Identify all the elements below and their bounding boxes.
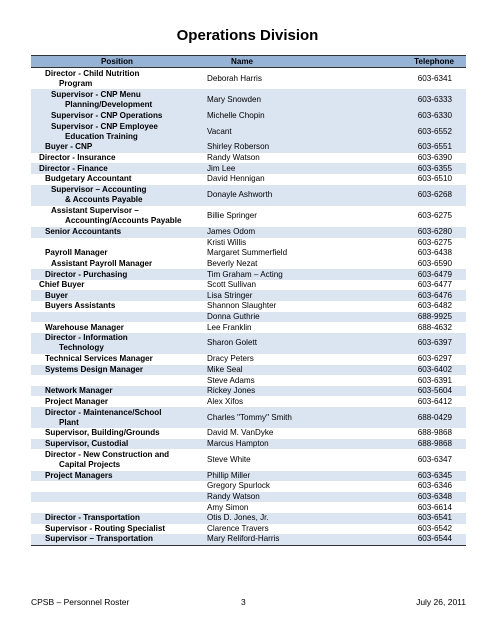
- table-row: [31, 471, 466, 482]
- position-cell: [31, 206, 203, 227]
- table-header-row: [31, 56, 466, 68]
- telephone-cell: 603-6297: [417, 354, 452, 364]
- telephone-cell: 603-6551: [352, 142, 466, 153]
- position-text: Payroll Manager: [45, 248, 108, 258]
- position-cell: [31, 534, 203, 545]
- name-cell: Scott Sullivan: [207, 280, 257, 290]
- table-row: [31, 280, 466, 291]
- telephone-cell: 603-6275: [417, 211, 452, 221]
- position-cell: [31, 333, 203, 354]
- position-cell: [31, 153, 203, 164]
- name-cell: Donna Guthrie: [203, 312, 352, 323]
- position-cell: [31, 322, 203, 333]
- position-cell: [31, 386, 203, 397]
- name-cell: Michelle Chopin: [203, 110, 352, 121]
- telephone-cell: 603-6345: [352, 471, 466, 482]
- name-cell: Lisa Stringer: [203, 290, 352, 301]
- table-row: [31, 524, 466, 535]
- header-telephone: Telephone: [352, 56, 466, 68]
- position-text: Supervisor - Routing Specialist: [45, 523, 166, 533]
- position-text: Supervisor - CNP Employee: [51, 121, 158, 131]
- telephone-cell: 603-6402: [352, 365, 466, 376]
- position-cell: [31, 227, 203, 238]
- name-cell: Kristi Willis: [207, 237, 247, 247]
- telephone-cell: 688-4632: [417, 322, 452, 332]
- telephone-cell: 603-6510: [417, 174, 452, 184]
- table-row: [31, 322, 466, 333]
- name-cell: Mary Reliford-Harris: [203, 534, 352, 545]
- position-cell: [31, 375, 203, 386]
- name-cell: Margaret Summerfield: [207, 248, 288, 258]
- telephone-cell: 603-6541: [352, 513, 466, 524]
- table-row: [31, 449, 466, 470]
- telephone-cell: 603-6479: [352, 269, 466, 280]
- name-cell: Phillip Miller: [203, 471, 352, 482]
- name-cell: Mary Snowden: [203, 89, 352, 110]
- position-text: Buyer: [45, 290, 68, 300]
- name-cell: David Hennigan: [207, 174, 265, 184]
- position-text: Director - Insurance: [39, 153, 116, 163]
- telephone-cell: 603-5604: [352, 386, 466, 397]
- table-row: [31, 68, 466, 90]
- position-text: Budgetary Accountant: [45, 174, 132, 184]
- position-text: Director - Purchasing: [45, 269, 128, 279]
- telephone-cell: 603-6590: [417, 258, 452, 268]
- position-cell: [31, 513, 203, 524]
- name-cell: Clarence Travers: [207, 523, 269, 533]
- position-cell: [31, 68, 203, 90]
- telephone-cell: 603-6280: [352, 227, 466, 238]
- header-position: Position: [31, 56, 203, 68]
- position-text-continued: Capital Projects: [59, 459, 121, 469]
- position-text: Director - Information: [45, 333, 128, 343]
- position-text: Warehouse Manager: [45, 322, 124, 332]
- name-cell: Shannon Slaughter: [207, 301, 277, 311]
- name-cell: Randy Watson: [207, 153, 260, 163]
- telephone-cell: 688-0429: [352, 407, 466, 428]
- table-row: [31, 534, 466, 545]
- table-row: [31, 174, 466, 185]
- position-cell: [31, 174, 203, 185]
- telephone-cell: 603-6275: [417, 237, 452, 247]
- position-cell: [31, 163, 203, 174]
- position-text: Director - New Construction and: [45, 449, 170, 459]
- position-text-continued: Education Training: [65, 131, 138, 141]
- table-row: [31, 142, 466, 153]
- header-name: Name: [203, 56, 352, 68]
- footer-page-number: 3: [241, 597, 246, 607]
- name-cell: Sharon Golett: [203, 333, 352, 354]
- table-row: [31, 386, 466, 397]
- name-cell: Steve Adams: [207, 375, 255, 385]
- position-text: Supervisor – Transportation: [45, 534, 153, 544]
- position-cell: [31, 481, 203, 492]
- position-text-continued: Plant: [59, 417, 79, 427]
- position-cell: [31, 248, 203, 259]
- table-row: [31, 185, 466, 206]
- name-cell: Mike Seal: [203, 365, 352, 376]
- telephone-cell: 603-6330: [352, 110, 466, 121]
- telephone-cell: 688-9868: [352, 439, 466, 450]
- telephone-cell: 688-9925: [352, 312, 466, 323]
- position-cell: [31, 471, 203, 482]
- name-cell: Beverly Nezat: [207, 258, 258, 268]
- telephone-cell: 603-6346: [417, 481, 452, 491]
- table-row: [31, 502, 466, 513]
- position-text-continued: Planning/Development: [65, 99, 153, 109]
- position-text-continued: Technology: [59, 343, 104, 353]
- position-cell: [31, 354, 203, 365]
- table-row: [31, 365, 466, 376]
- position-text: Supervisor – Accounting: [51, 185, 147, 195]
- position-text: Director - Transportation: [45, 513, 140, 523]
- name-cell: Gregory Spurlock: [207, 481, 270, 491]
- position-cell: [31, 492, 203, 503]
- position-cell: [31, 238, 203, 249]
- name-cell: Marcus Hampton: [203, 439, 352, 450]
- position-cell: [31, 524, 203, 535]
- telephone-cell: 603-6482: [417, 301, 452, 311]
- position-text: Buyers Assistants: [45, 301, 116, 311]
- name-cell: Randy Watson: [203, 492, 352, 503]
- name-cell: Billie Springer: [207, 211, 257, 221]
- position-cell: [31, 502, 203, 513]
- name-cell: Shirley Roberson: [203, 142, 352, 153]
- table-row: [31, 89, 466, 110]
- position-text: Buyer - CNP: [45, 142, 93, 152]
- position-text-continued: Program: [59, 78, 93, 88]
- name-cell: Lee Franklin: [207, 322, 252, 332]
- position-cell: [31, 89, 203, 110]
- position-cell: [31, 110, 203, 121]
- telephone-cell: 603-6391: [417, 375, 452, 385]
- roster-table: [31, 55, 466, 546]
- position-cell: [31, 312, 203, 323]
- position-cell: [31, 428, 203, 439]
- name-cell: Steve White: [207, 454, 251, 464]
- position-cell: [31, 142, 203, 153]
- name-cell: David M. VanDyke: [207, 428, 274, 438]
- telephone-cell: 603-6333: [352, 89, 466, 110]
- name-cell: Donayle Ashworth: [203, 185, 352, 206]
- telephone-cell: 688-9868: [417, 428, 452, 438]
- table-row: [31, 439, 466, 450]
- name-cell: James Odom: [203, 227, 352, 238]
- name-cell: Tim Graham – Acting: [203, 269, 352, 280]
- table-row: [31, 238, 466, 249]
- position-text: Network Manager: [45, 386, 113, 396]
- telephone-cell: 603-6477: [417, 280, 452, 290]
- name-cell: Alex Xifos: [207, 396, 243, 406]
- telephone-cell: 603-6347: [417, 454, 452, 464]
- position-cell: [31, 290, 203, 301]
- name-cell: Otis D. Jones, Jr.: [203, 513, 352, 524]
- position-text: Chief Buyer: [39, 280, 85, 290]
- table-row: [31, 110, 466, 121]
- table-row: [31, 227, 466, 238]
- name-cell: Rickey Jones: [203, 386, 352, 397]
- position-text: Supervisor, Custodial: [45, 439, 129, 449]
- table-row: [31, 248, 466, 259]
- position-text: Supervisor - CNP Menu: [51, 89, 141, 99]
- table-row: [31, 492, 466, 503]
- position-text: Supervisor, Building/Grounds: [45, 428, 160, 438]
- name-cell: Deborah Harris: [207, 73, 262, 83]
- telephone-cell: 603-6552: [352, 121, 466, 142]
- name-cell: Charles "Tommy" Smith: [203, 407, 352, 428]
- footer-date: July 26, 2011: [416, 597, 466, 607]
- table-row: [31, 163, 466, 174]
- telephone-cell: 603-6438: [417, 248, 452, 258]
- position-cell: [31, 185, 203, 206]
- position-text: Director - Finance: [39, 163, 108, 173]
- footer-title: CPSB – Personnel Roster: [31, 597, 130, 607]
- position-text: Assistant Payroll Manager: [51, 258, 153, 268]
- position-text-continued: Accounting/Accounts Payable: [65, 216, 182, 226]
- name-cell: Vacant: [203, 121, 352, 142]
- position-cell: [31, 269, 203, 280]
- telephone-cell: 603-6412: [417, 396, 452, 406]
- telephone-cell: 603-6542: [417, 523, 452, 533]
- position-text: Project Manager: [45, 396, 108, 406]
- position-cell: [31, 396, 203, 407]
- table-row: [31, 375, 466, 386]
- position-text: Director - Child Nutrition: [45, 68, 140, 78]
- telephone-cell: 603-6390: [417, 153, 452, 163]
- position-text: Assistant Supervisor –: [51, 206, 139, 216]
- table-row: [31, 333, 466, 354]
- position-text: Systems Design Manager: [45, 364, 144, 374]
- telephone-cell: 603-6614: [417, 502, 452, 512]
- table-row: [31, 481, 466, 492]
- position-cell: [31, 121, 203, 142]
- table-row: [31, 301, 466, 312]
- telephone-cell: 603-6348: [352, 492, 466, 503]
- name-cell: Jim Lee: [203, 163, 352, 174]
- page-title: Operations Division: [176, 27, 319, 44]
- table-row: [31, 259, 466, 270]
- position-text: Technical Services Manager: [45, 354, 153, 364]
- table-row: [31, 513, 466, 524]
- position-cell: [31, 280, 203, 291]
- position-text-continued: & Accounts Payable: [65, 195, 143, 205]
- position-cell: [31, 365, 203, 376]
- position-cell: [31, 259, 203, 270]
- table-row: [31, 206, 466, 227]
- table-row: [31, 290, 466, 301]
- position-text: Project Managers: [45, 470, 113, 480]
- position-text: Director - Maintenance/School: [45, 407, 162, 417]
- position-cell: [31, 439, 203, 450]
- name-cell: Amy Simon: [207, 502, 249, 512]
- telephone-cell: 603-6476: [352, 290, 466, 301]
- telephone-cell: 603-6397: [352, 333, 466, 354]
- name-cell: Dracy Peters: [207, 354, 254, 364]
- position-cell: [31, 449, 203, 470]
- position-text: Supervisor - CNP Operations: [51, 110, 163, 120]
- table-row: [31, 121, 466, 142]
- table-row: [31, 407, 466, 428]
- table-row: [31, 354, 466, 365]
- telephone-cell: 603-6355: [352, 163, 466, 174]
- position-cell: [31, 407, 203, 428]
- table-row: [31, 396, 466, 407]
- position-text: Senior Accountants: [45, 227, 122, 237]
- telephone-cell: 603-6341: [417, 73, 452, 83]
- table-row: [31, 153, 466, 164]
- telephone-cell: 603-6268: [352, 185, 466, 206]
- table-row: [31, 312, 466, 323]
- telephone-cell: 603-6544: [352, 534, 466, 545]
- table-row: [31, 428, 466, 439]
- roster-body: [31, 68, 466, 546]
- position-cell: [31, 301, 203, 312]
- table-row: [31, 269, 466, 280]
